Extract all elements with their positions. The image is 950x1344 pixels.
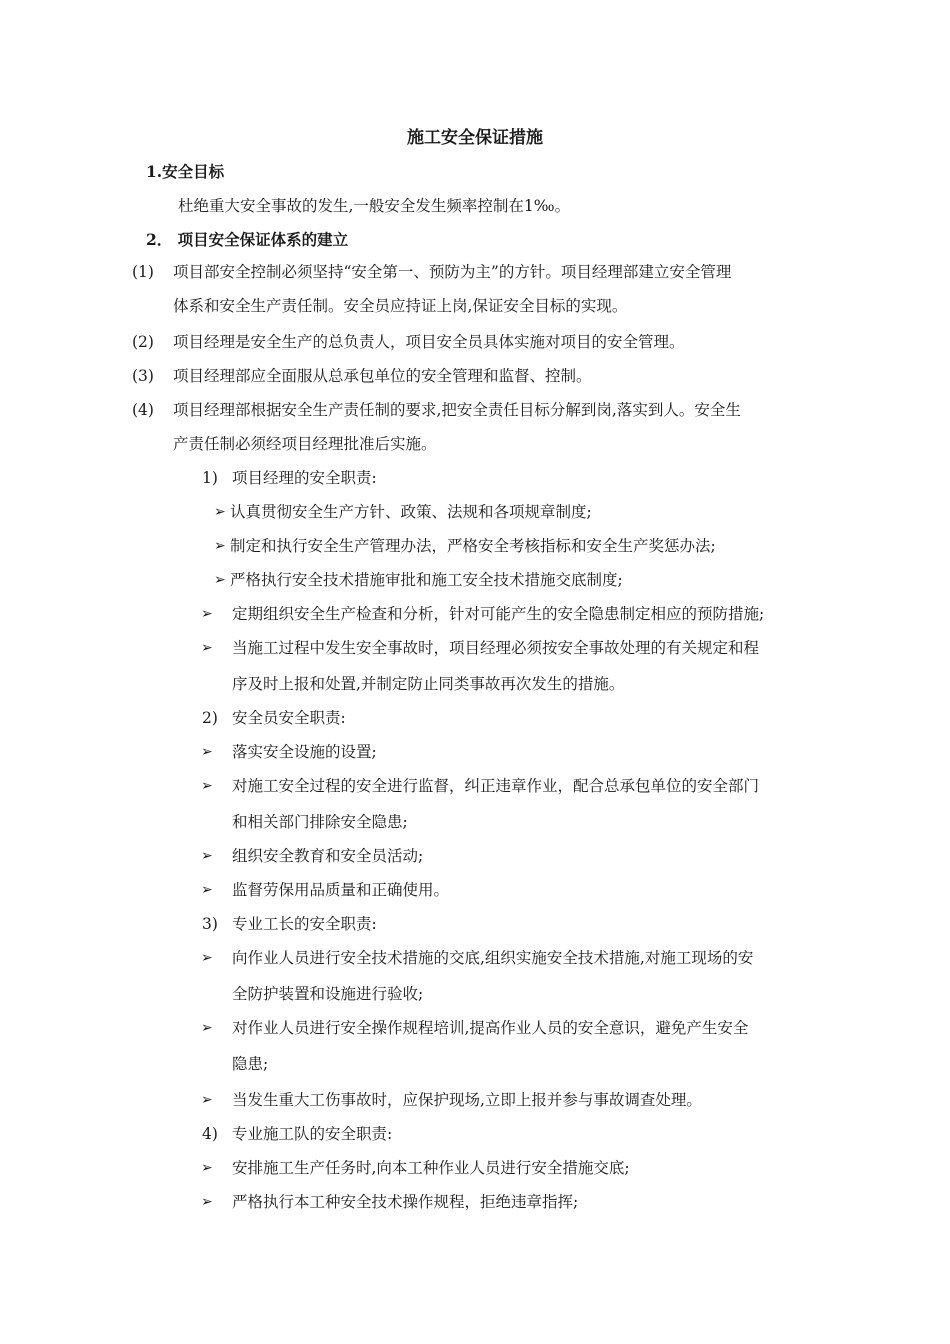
document-title: 施工安全保证措施	[407, 128, 543, 148]
list-item-continuation: 和相关部门排除安全隐患;	[232, 813, 408, 831]
section-1-text: 杜绝重大安全事故的发生,一般安全发生频率控制在1‰。	[178, 197, 571, 215]
list-item: 安排施工生产任务时,向本工种作业人员进行安全措施交底;	[232, 1159, 630, 1177]
paragraph-text: 项目经理部根据安全生产责任制的要求,把安全责任目标分解到岗,落实到人。安全生	[173, 401, 741, 419]
paragraph-text: 项目经理部应全面服从总承包单位的安全管理和监督、控制。	[173, 367, 592, 385]
list-item: 落实安全设施的设置;	[232, 743, 377, 761]
arrow-bullet-icon: ➢	[201, 1092, 213, 1108]
list-item: 制定和执行安全生产管理办法，严格安全考核指标和安全生产奖惩办法;	[230, 537, 716, 555]
subsection-heading: 专业工长的安全职责:	[232, 915, 377, 933]
paragraph-text: 体系和安全生产责任制。安全员应持证上岗,保证安全目标的实现。	[173, 297, 628, 315]
subsection-number: 2)	[202, 709, 218, 727]
section-2-heading: 2． 项目安全保证体系的建立	[146, 230, 349, 249]
arrow-bullet-icon: ➢	[201, 778, 213, 794]
subsection-number: 3)	[202, 915, 218, 933]
arrow-bullet-icon: ➢	[201, 640, 213, 656]
list-item: 当施工过程中发生安全事故时，项目经理必须按安全事故处理的有关规定和程	[232, 639, 760, 657]
list-item: 对作业人员进行安全操作规程培训,提高作业人员的安全意识，避免产生安全	[232, 1019, 749, 1037]
list-item-continuation: 全防护装置和设施进行验收;	[232, 985, 424, 1003]
arrow-bullet-icon: ➢	[214, 572, 226, 588]
arrow-bullet-icon: ➢	[201, 882, 213, 898]
section-1-heading: 1.安全目标	[146, 162, 225, 181]
list-item: 严格执行安全技术措施审批和施工安全技术措施交底制度;	[230, 571, 623, 589]
arrow-bullet-icon: ➢	[201, 1194, 213, 1210]
list-item: 认真贯彻安全生产方针、政策、法规和各项规章制度;	[230, 503, 592, 521]
list-item: 严格执行本工种安全技术操作规程，拒绝违章指挥;	[232, 1193, 579, 1211]
subsection-number: 1)	[202, 469, 218, 487]
paragraph-text: 项目部安全控制必须坚持“安全第一、预防为主”的方针。项目经理部建立安全管理	[173, 263, 732, 281]
paragraph-number: (4)	[132, 401, 154, 419]
list-item: 监督劳保用品质量和正确使用。	[232, 881, 450, 899]
arrow-bullet-icon: ➢	[201, 606, 213, 622]
subsection-number: 4)	[202, 1125, 218, 1143]
subsection-heading: 安全员安全职责:	[232, 709, 346, 727]
subsection-heading: 项目经理的安全职责:	[232, 469, 377, 487]
arrow-bullet-icon: ➢	[201, 744, 213, 760]
paragraph-number: (2)	[132, 333, 154, 351]
list-item: 对施工安全过程的安全进行监督，纠正违章作业，配合总承包单位的安全部门	[232, 777, 760, 795]
paragraph-number: (3)	[132, 367, 154, 385]
arrow-bullet-icon: ➢	[201, 1020, 213, 1036]
subsection-heading: 专业施工队的安全职责:	[232, 1125, 393, 1143]
paragraph-text: 产责任制必须经项目经理批准后实施。	[173, 435, 437, 453]
list-item: 当发生重大工伤事故时，应保护现场,立即上报并参与事故调查处理。	[232, 1091, 702, 1109]
list-item: 向作业人员进行安全技术措施的交底,组织实施安全技术措施,对施工现场的安	[232, 949, 754, 967]
arrow-bullet-icon: ➢	[201, 950, 213, 966]
arrow-bullet-icon: ➢	[214, 538, 226, 554]
list-item: 定期组织安全生产检查和分析，针对可能产生的安全隐患制定相应的预防措施;	[232, 605, 765, 623]
list-item: 组织安全教育和安全员活动;	[232, 847, 424, 865]
arrow-bullet-icon: ➢	[214, 504, 226, 520]
list-item-continuation: 隐患;	[232, 1055, 269, 1073]
paragraph-text: 项目经理是安全生产的总负责人，项目安全员具体实施对项目的安全管理。	[173, 333, 685, 351]
list-item-continuation: 序及时上报和处置,并制定防止同类事故再次发生的措施。	[232, 675, 625, 693]
paragraph-number: (1)	[132, 263, 154, 281]
arrow-bullet-icon: ➢	[201, 848, 213, 864]
arrow-bullet-icon: ➢	[201, 1160, 213, 1176]
